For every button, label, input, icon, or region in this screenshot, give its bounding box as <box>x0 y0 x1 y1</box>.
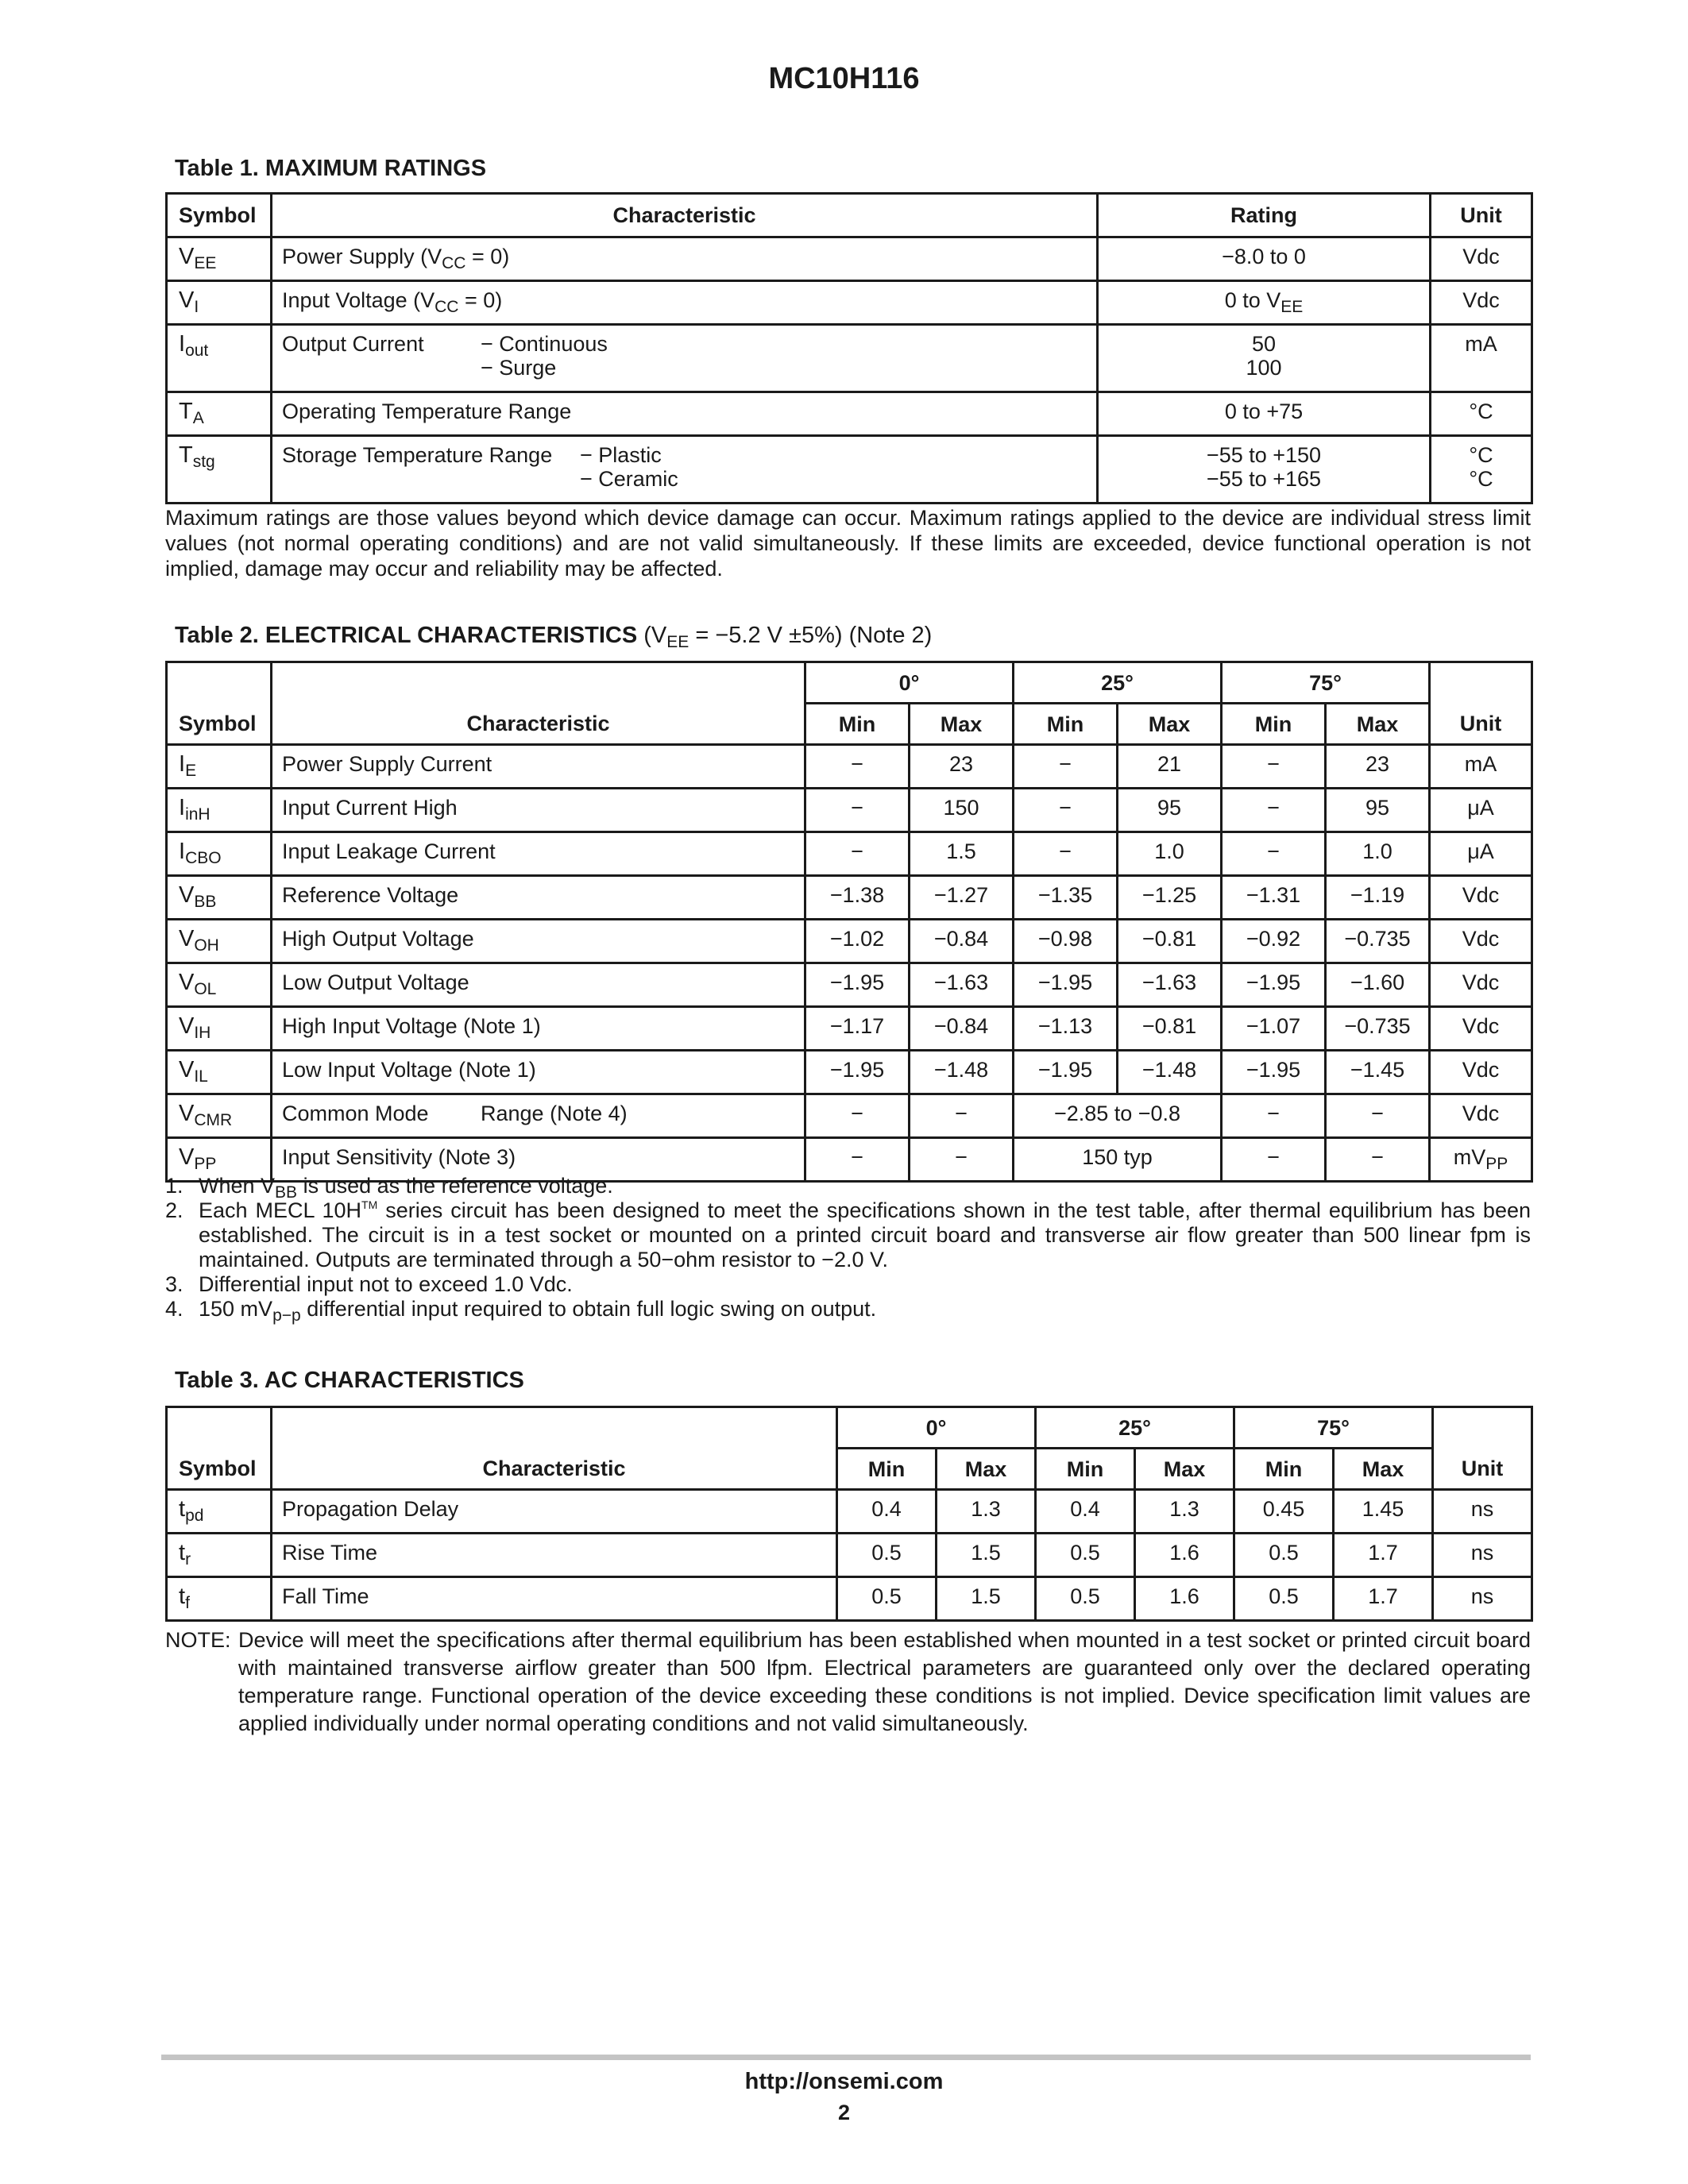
header-unit: Unit <box>1431 194 1532 237</box>
page-number: 2 <box>837 2101 851 2124</box>
table-row: $V_{BB}$ Reference Voltage −1.38 −1.27 −1.35 −1.25 −1.31 −1.19 Vdc <box>167 876 1532 920</box>
table-row: $I_E$ Power Supply Current − 23 − 21 − 23 mA <box>167 745 1532 789</box>
list-item: 4. 150 $mV_{p-p}$ differential input required to obtain full logic swing on output. <box>165 1297 877 1325</box>
table-row: $V_{PP}$ Input Sensitivity (Note 3) − − 150 typ − − $mV_{PP}$ <box>167 1138 1532 1182</box>
table-row: $V_{OH}$ High Output Voltage −1.02 −0.84 −0.98 −0.81 −0.92 −0.735 Vdc <box>167 920 1532 963</box>
table-row: $I_{out}$ Output Current − Continuous − Surge 50 100 mA <box>167 325 1532 392</box>
table2-notes <box>165 1174 1531 1325</box>
table-header-row: Symbol Characteristic Min Max Min Max Min Max Unit <box>167 1449 1532 1490</box>
table2-caption: Table 2. ELECTRICAL CHARACTERISTICS ($V_{EE} = -5.2$ V ±5%) (Note 2) <box>175 623 933 651</box>
temperature-header-row <box>167 1407 1532 1449</box>
page-title: MC10H116 <box>768 62 920 95</box>
table-header-row: Symbol Characteristic Min Max Min Max Min Max Unit <box>167 704 1532 745</box>
temperature-header-row <box>167 662 1532 704</box>
footer-divider <box>161 2055 1531 2060</box>
table-row: $V_{CMR}$ Common Mode Range (Note 4) − − −2.85 to −0.8 − − Vdc <box>167 1094 1532 1138</box>
temp-25: 25° <box>1036 1407 1234 1449</box>
table-row: $V_{OL}$ Low Output Voltage −1.95 −1.63 −1.95 −1.63 −1.95 −1.60 Vdc <box>167 963 1532 1007</box>
header-characteristic: Characteristic <box>272 1449 837 1490</box>
temp-0: 0° <box>837 1407 1036 1449</box>
table-row: $t_{pd}$ Propagation Delay 0.4 1.3 0.4 1.3 0.45 1.45 ns <box>167 1490 1532 1534</box>
table3-caption: Table 3. AC CHARACTERISTICS <box>175 1368 524 1393</box>
table-row: $I_{CBO}$ Input Leakage Current − 1.5 − 1.0 − 1.0 μA <box>167 832 1532 876</box>
ac-characteristics-table <box>165 1406 1533 1622</box>
table-row: $I_{inH}$ Input Current High − 150 − 95 − 95 μA <box>167 789 1532 832</box>
maximum-ratings-table <box>165 192 1533 504</box>
header-unit: Unit <box>1433 1449 1532 1490</box>
header-characteristic: Characteristic <box>272 194 1098 237</box>
temp-75: 75° <box>1222 662 1430 704</box>
table-row: $V_{IL}$ Low Input Voltage (Note 1) −1.95 −1.48 −1.95 −1.48 −1.95 −1.45 Vdc <box>167 1051 1532 1094</box>
temp-25: 25° <box>1014 662 1222 704</box>
header-characteristic: Characteristic <box>272 704 805 745</box>
table-row: $V_I$ Input Voltage $(V_{CC} = 0)$ 0 to $V_{EE}$ Vdc <box>167 281 1532 325</box>
temp-75: 75° <box>1234 1407 1433 1449</box>
table-row: $T_A$ Operating Temperature Range 0 to +75 °C <box>167 392 1532 436</box>
header-symbol: Symbol <box>167 194 272 237</box>
table-row: $V_{IH}$ High Input Voltage (Note 1) −1.17 −0.84 −1.13 −0.81 −1.07 −0.735 Vdc <box>167 1007 1532 1051</box>
list-item: 3. Differential input not to exceed 1.0 Vdc. <box>165 1272 573 1296</box>
list-item: 2. Each MECL 10H™ series circuit has been designed to meet the specifications shown in the test table, after thermal equilibrium has been established. The circuit is in a test socket or mounted on a printed circuit board and transverse air flow greater than 500 linear fpm is maintained. Outputs are terminated through a 50−ohm resistor to −2.0 V. <box>165 1198 1531 1271</box>
list-item: 1. When $V_{BB}$ is used as the reference voltage. <box>165 1174 613 1202</box>
ac-note: NOTE: Device will meet the specifications after thermal equilibrium has been established when mounted in a test socket or printed circuit board with maintained transverse airflow greater than 500 lfpm. Electrical parameters are guaranteed only over the declared operating temperature range. Functional operation of the device exceeding these conditions is not implied. Device specification limit values are applied individually under normal operating conditions and not valid simultaneously. <box>165 1628 1531 1735</box>
table-row: $V_{EE}$ Power Supply $(V_{CC} = 0)$ −8.0 to 0 Vdc <box>167 237 1532 281</box>
temp-0: 0° <box>805 662 1014 704</box>
header-unit: Unit <box>1430 704 1532 745</box>
header-symbol: Symbol <box>167 1449 272 1490</box>
max-ratings-note: Maximum ratings are those values beyond which device damage can occur. Maximum ratings applied to the device are individual stress limit values (not normal operating conditions) and are not valid simultaneously. If these limits are exceeded, device functional operation is not implied, damage may occur and reliability may be affected. <box>165 506 1531 581</box>
header-symbol: Symbol <box>167 704 272 745</box>
table1-caption: Table 1. MAXIMUM RATINGS <box>175 156 487 181</box>
electrical-characteristics-table <box>165 661 1533 1183</box>
table-row: $t_f$ Fall Time 0.5 1.5 0.5 1.6 0.5 1.7 ns <box>167 1577 1532 1621</box>
footer-url-link[interactable]: http://onsemi.com <box>744 2069 944 2094</box>
table-row: $t_r$ Rise Time 0.5 1.5 0.5 1.6 0.5 1.7 ns <box>167 1534 1532 1577</box>
header-rating: Rating <box>1098 194 1431 237</box>
table-header-row <box>167 194 1532 237</box>
table-row: $T_{stg}$ Storage Temperature Range − Plastic − Ceramic −55 to +150 −55 to +165 °C °C <box>167 436 1532 504</box>
